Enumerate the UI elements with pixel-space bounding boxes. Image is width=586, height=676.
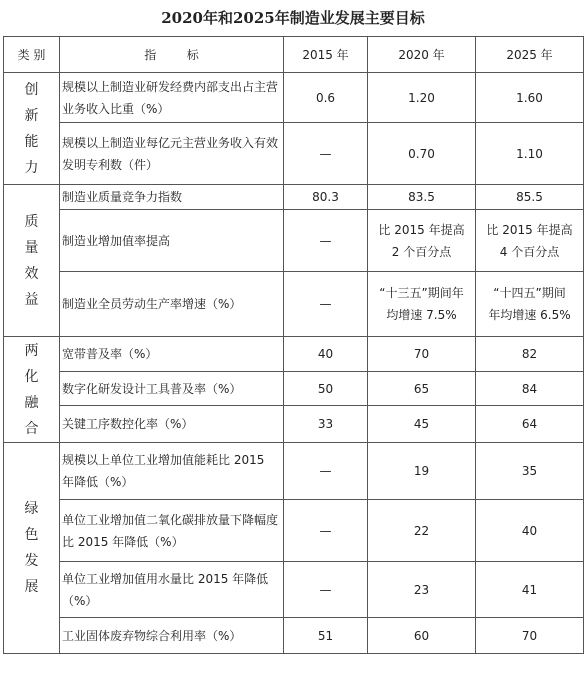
value-2025: 84 xyxy=(476,372,584,406)
value-2020: 0.70 xyxy=(368,123,476,185)
category-quality xyxy=(4,185,60,337)
table-row xyxy=(4,406,584,443)
value-2025: 64 xyxy=(476,406,584,443)
indicator-cell: 单位工业增加值用水量比 2015 年降低（%） xyxy=(60,562,284,618)
table-row xyxy=(4,210,584,272)
category-char: 化 xyxy=(24,368,39,385)
table-row xyxy=(4,500,584,562)
value-2025: “十四五”期间 年均增速 6.5% xyxy=(476,272,584,337)
value-2015: — xyxy=(284,500,368,562)
category-char: 能 xyxy=(24,133,39,150)
indicator-cell: 制造业质量竞争力指数 xyxy=(60,185,284,210)
value-2015: — xyxy=(284,123,368,185)
value-2015: 33 xyxy=(284,406,368,443)
indicator-cell: 规模以上制造业每亿元主营业务收入有效发明专利数（件） xyxy=(60,123,284,185)
category-char: 两 xyxy=(24,342,39,359)
targets-table xyxy=(3,36,584,654)
value-2015: — xyxy=(284,562,368,618)
value-2020: 19 xyxy=(368,443,476,500)
page-title: 2020年和2025年制造业发展主要目标 xyxy=(161,9,425,27)
indicator-cell: 工业固体废弃物综合利用率（%） xyxy=(60,618,284,654)
header-category: 类 别 xyxy=(4,37,60,73)
value-2020: 70 xyxy=(368,337,476,372)
value-2020: 1.20 xyxy=(368,73,476,123)
header-2025: 2025 年 xyxy=(476,37,584,73)
value-2020: 60 xyxy=(368,618,476,654)
value-2015: 40 xyxy=(284,337,368,372)
category-char: 色 xyxy=(24,527,39,543)
category-char: 量 xyxy=(24,239,39,256)
indicator-cell: 规模以上制造业研发经费内部支出占主营业务收入比重（%） xyxy=(60,73,284,123)
value-2020: 83.5 xyxy=(368,185,476,210)
indicator-cell: 单位工业增加值二氧化碳排放量下降幅度比 2015 年降低（%） xyxy=(60,500,284,562)
indicator-cell: 关键工序数控化率（%） xyxy=(60,406,284,443)
value-2025: 比 2015 年提高 4 个百分点 xyxy=(476,210,584,272)
category-char: 力 xyxy=(24,159,39,176)
value-2015: 0.6 xyxy=(284,73,368,123)
category-char: 发 xyxy=(24,553,39,569)
value-2025: 35 xyxy=(476,443,584,500)
table-row xyxy=(4,618,584,654)
header-indicator: 指 标 xyxy=(60,37,284,73)
header-2020: 2020 年 xyxy=(368,37,476,73)
value-2015: — xyxy=(284,272,368,337)
indicator-cell: 宽带普及率（%） xyxy=(60,337,284,372)
category-char: 新 xyxy=(24,107,39,124)
indicator-cell: 规模以上单位工业增加值能耗比 2015 年降低（%） xyxy=(60,443,284,500)
value-2025: 40 xyxy=(476,500,584,562)
value-2020: 23 xyxy=(368,562,476,618)
indicator-cell: 制造业增加值率提高 xyxy=(60,210,284,272)
value-2020: 65 xyxy=(368,372,476,406)
value-2025: 85.5 xyxy=(476,185,584,210)
value-2025: 1.10 xyxy=(476,123,584,185)
table-row xyxy=(4,272,584,337)
table-row xyxy=(4,443,584,500)
table-row xyxy=(4,372,584,406)
category-char: 绿 xyxy=(24,501,39,517)
category-green xyxy=(4,443,60,654)
table-row xyxy=(4,562,584,618)
value-2020: “十三五”期间年 均增速 7.5% xyxy=(368,272,476,337)
indicator-cell: 数字化研发设计工具普及率（%） xyxy=(60,372,284,406)
value-2025: 1.60 xyxy=(476,73,584,123)
value-2020: 比 2015 年提高 2 个百分点 xyxy=(368,210,476,272)
category-innovation xyxy=(4,73,60,185)
category-char: 展 xyxy=(24,579,39,595)
value-2015: 51 xyxy=(284,618,368,654)
indicator-cell: 制造业全员劳动生产率增速（%） xyxy=(60,272,284,337)
table-row xyxy=(4,73,584,123)
category-char: 融 xyxy=(24,394,39,411)
table-row xyxy=(4,123,584,185)
category-char: 合 xyxy=(24,420,39,437)
value-2015: — xyxy=(284,443,368,500)
category-integration xyxy=(4,337,60,443)
category-char: 效 xyxy=(24,265,39,282)
table-row xyxy=(4,337,584,372)
value-2020: 22 xyxy=(368,500,476,562)
category-char: 创 xyxy=(24,81,39,98)
header-2015: 2015 年 xyxy=(284,37,368,73)
category-char: 益 xyxy=(24,291,39,308)
value-2025: 82 xyxy=(476,337,584,372)
table-header-row xyxy=(4,37,584,73)
value-2020: 45 xyxy=(368,406,476,443)
value-2025: 70 xyxy=(476,618,584,654)
value-2015: 80.3 xyxy=(284,185,368,210)
value-2015: — xyxy=(284,210,368,272)
value-2015: 50 xyxy=(284,372,368,406)
category-char: 质 xyxy=(24,213,39,230)
value-2025: 41 xyxy=(476,562,584,618)
table-row xyxy=(4,185,584,210)
